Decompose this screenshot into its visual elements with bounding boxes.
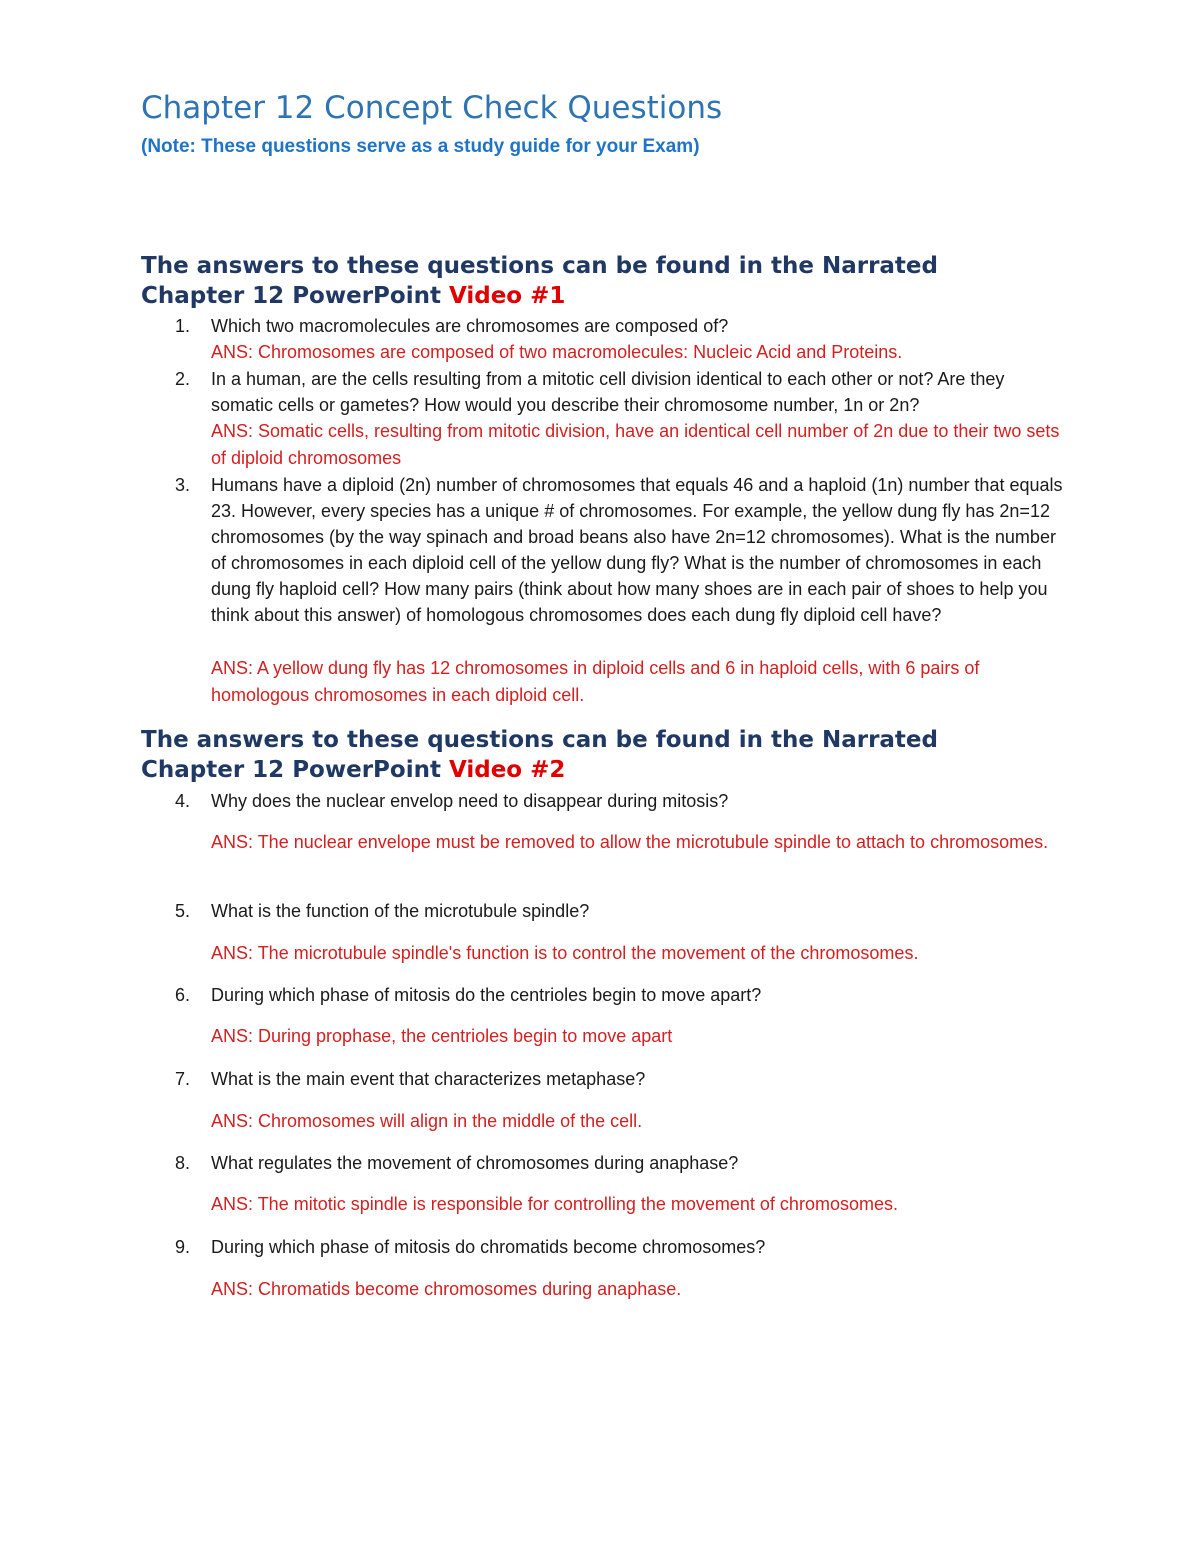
question-text: In a human, are the cells resulting from a mitotic cell division identical to each other or not? Are they somatic cells or gametes? How would you describe their chromosome number, 1n or 2n? [211, 369, 1005, 415]
section-heading-video-2 [141, 725, 938, 785]
answer-text: ANS: The mitotic spindle is responsible for controlling the movement of chromosomes. [211, 1194, 898, 1214]
question-number: 8. [175, 1153, 191, 1173]
question-text: Why does the nuclear envelop need to disappear during mitosis? [211, 791, 729, 811]
video-label: Video #2 [448, 757, 566, 783]
question-text: What is the main event that characterizes metaphase? [211, 1069, 646, 1089]
question-number: 7. [175, 1069, 191, 1089]
answer-text: ANS: Chromosomes will align in the middle of the cell. [211, 1111, 643, 1131]
question-number: 2. [175, 369, 191, 389]
section-heading-line1: The answers to these questions can be found in the Narrated [141, 727, 938, 753]
answer-text: ANS: Chromatids become chromosomes during anaphase. [211, 1279, 682, 1299]
question-number: 6. [175, 985, 191, 1005]
question-number: 3. [175, 475, 191, 495]
section-heading-line2 [141, 281, 938, 311]
section-heading-prefix: Chapter 12 PowerPoint [141, 283, 449, 309]
answer-text: ANS: The microtubule spindle's function is to control the movement of the chromosomes. [211, 943, 919, 963]
study-guide-note: (Note: These questions serve as a study guide for your Exam) [141, 136, 700, 157]
answer-text: ANS: The nuclear envelope must be removed to allow the microtubule spindle to attach to chromosomes. [211, 832, 1049, 852]
question-number: 4. [175, 791, 191, 811]
answer-text: ANS: Somatic cells, resulting from mitotic division, have an identical cell number of 2n due to their two sets of diploid chromosomes [211, 421, 1060, 468]
answer-text: ANS: A yellow dung fly has 12 chromosomes in diploid cells and 6 in haploid cells, with 6 pairs of homologous chromosomes in each diploid cell. [211, 658, 980, 705]
section-heading-line2 [141, 755, 938, 785]
question-number: 1. [175, 316, 191, 336]
question-text: What is the function of the microtubule spindle? [211, 901, 590, 921]
question-text: During which phase of mitosis do the centrioles begin to move apart? [211, 985, 762, 1005]
section-heading-line1: The answers to these questions can be found in the Narrated [141, 253, 938, 279]
page-title: Chapter 12 Concept Check Questions [141, 90, 723, 126]
answer-text: ANS: Chromosomes are composed of two macromolecules: Nucleic Acid and Proteins. [211, 342, 903, 362]
video-label: Video #1 [448, 283, 566, 309]
question-text: What regulates the movement of chromosomes during anaphase? [211, 1153, 739, 1173]
question-text: During which phase of mitosis do chromatids become chromosomes? [211, 1237, 766, 1257]
section-heading-prefix: Chapter 12 PowerPoint [141, 757, 449, 783]
question-number: 9. [175, 1237, 191, 1257]
section-heading-video-1 [141, 251, 938, 311]
answer-text: ANS: During prophase, the centrioles begin to move apart [211, 1026, 673, 1046]
question-text: Humans have a diploid (2n) number of chromosomes that equals 46 and a haploid (1n) number that equals 23. However, every species has a unique # of chromosomes. For example, the yellow dung fly has 2n=12 chromosomes (by the way spinach and broad beans also have 2n=12 chromosomes). What is the number of chromosomes in each diploid cell of the yellow dung fly? What is the number of chromosomes in each dung fly haploid cell? How many pairs (think about how many shoes are in each pair of shoes to help you think about this answer) of homologous chromosomes does each dung fly diploid cell have? [211, 475, 1063, 625]
question-number: 5. [175, 901, 191, 921]
question-text: Which two macromolecules are chromosomes are composed of? [211, 316, 729, 336]
